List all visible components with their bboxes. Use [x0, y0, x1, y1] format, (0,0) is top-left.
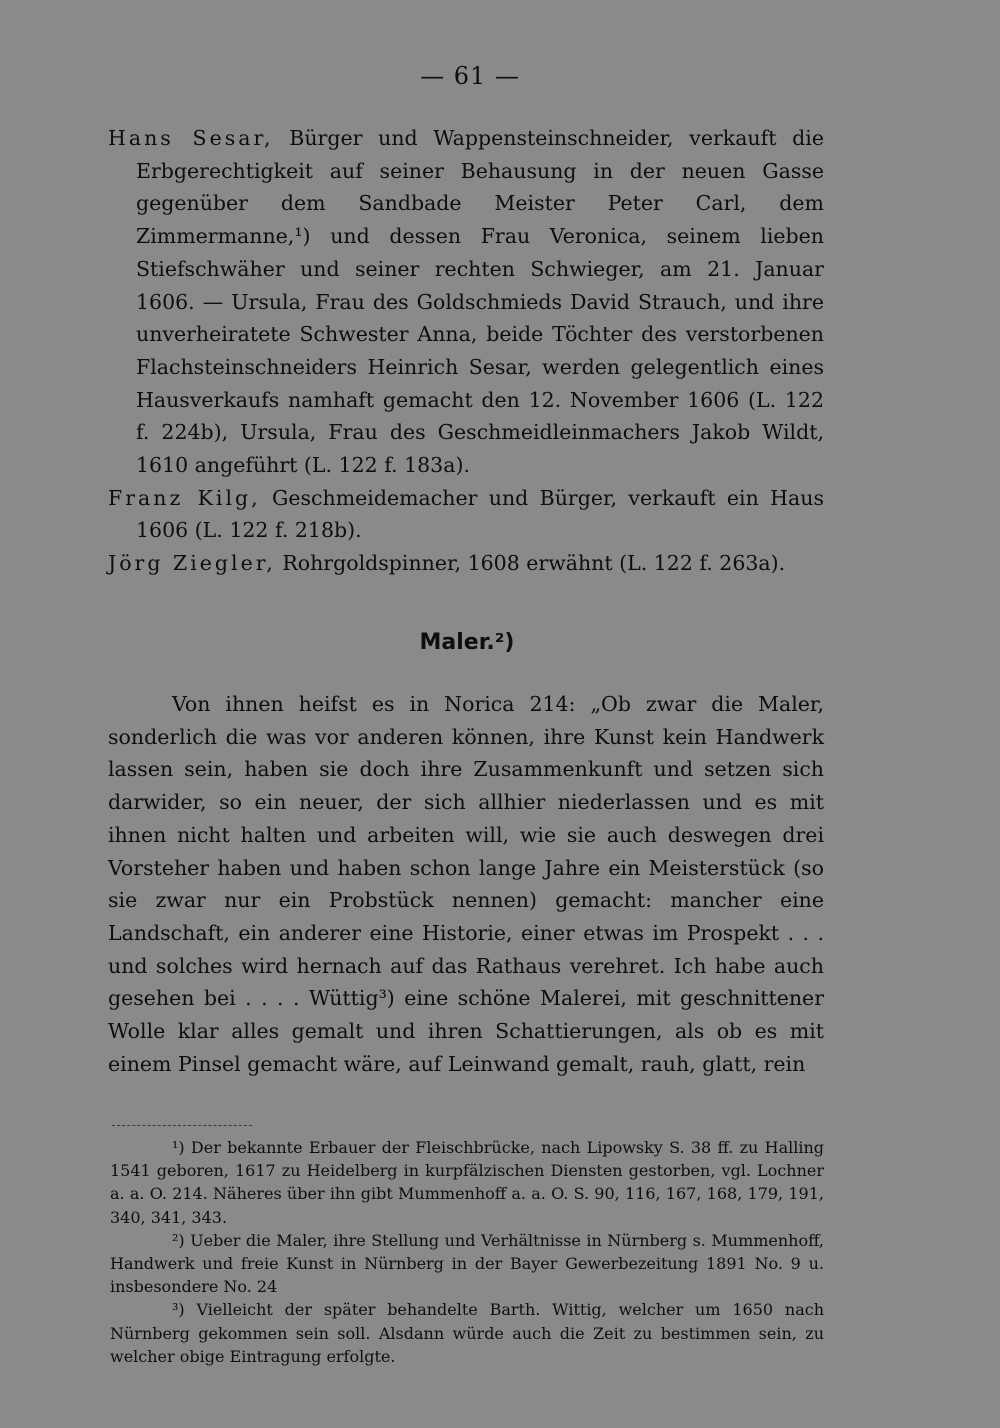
entry-joerg-ziegler: [108, 547, 824, 580]
section-heading-maler: Maler.²): [419, 630, 515, 655]
footnotes: [110, 1136, 824, 1368]
section-body: [108, 688, 824, 1080]
footnote-divider: [112, 1125, 252, 1126]
entry-text: Geschmeidemacher und Bürger, verkauft ein Haus 1606 (L. 122 f. 218b).: [136, 485, 824, 543]
entry-name: Hans Sesar,: [108, 126, 274, 150]
entry-name: Franz Kilg,: [108, 485, 261, 510]
footnote-1: ¹) Der bekannte Erbauer der Fleischbrücke, nach Lipowsky S. 38 ff. zu Halling 1541 geboren, 1617 zu Heidelberg in kurpfälzischen Diensten gestorben, vgl. Lochner a. a. O. 214. Näheres über ihn gibt Mummenhoff a. a. O. S. 90, 116, 167, 168, 179, 191, 340, 341, 343.: [110, 1138, 824, 1227]
entry-hans-sesar: [108, 122, 824, 482]
entry-text: Rohrgoldspinner, 1608 erwähnt (L. 122 f. 263a).: [275, 551, 786, 576]
entry-list: [108, 122, 824, 580]
footnote-3: ³) Vielleicht der später behandelte Barth. Wittig, welcher um 1650 nach Nürnberg gekommen sein soll. Alsdann würde auch die Zeit zu bestimmen sein, zu welcher obige Eintragung erfolgte.: [110, 1300, 824, 1366]
page-number: — 61 —: [420, 62, 520, 90]
footnote-2: ²) Ueber die Maler, ihre Stellung und Verhältnisse in Nürnberg s. Mummenhoff, Handwerk und freie Kunst in Nürnberg in der Bayer Gewerbezeitung 1891 No. 9 u. insbesondere No. 24: [110, 1230, 824, 1297]
entry-franz-kilg: [108, 482, 824, 547]
entry-name: Jörg Ziegler,: [108, 551, 276, 576]
body-paragraph: Von ihnen heifst es in Norica 214: „Ob zwar die Maler, sonderlich die was vor anderen können, ihre Kunst kein Handwerk lassen sein, haben sie doch ihre Zusammenkunft und setzen sich darwider, so ein neuer, der sich allhier niederlassen und es mit ihnen nicht halten und arbeiten will, wie sie auch deswegen drei Vorsteher haben und haben schon lange Jahre ein Meisterstück (so sie zwar nur ein Probstück nennen) gemacht: mancher eine Landschaft, ein anderer eine Historie, einer etwas im Prospekt . . . und solches wird hernach auf das Rathaus verehret. Ich habe auch gesehen bei . . . . Wüttig³) eine schöne Malerei, mit geschnittener Wolle klar alles gemalt und ihren Schattierungen, als ob es mit einem Pinsel gemacht wäre, auf Leinwand gemalt, rauh, glatt, rein: [108, 692, 824, 1076]
entry-text: Bürger und Wappensteinschneider, verkauft die Erbgerechtigkeit auf seiner Behausung in der neuen Gasse gegenüber dem Sandbade Meister Peter Carl, dem Zimmermanne,¹) und dessen Frau Veronica, seinem lieben Stiefschwäher und seiner rechten Schwieger, am 21. Januar 1606. — Ursula, Frau des Goldschmieds David Strauch, und ihre unverheiratete Schwester Anna, beide Töchter des verstorbenen Flachsteinschneiders Heinrich Sesar, werden gelegentlich eines Hausverkaufs namhaft gemacht den 12. November 1606 (L. 122 f. 224b), Ursula, Frau des Geschmeidleinmachers Jakob Wildt, 1610 angeführt (L. 122 f. 183a).: [136, 126, 824, 478]
